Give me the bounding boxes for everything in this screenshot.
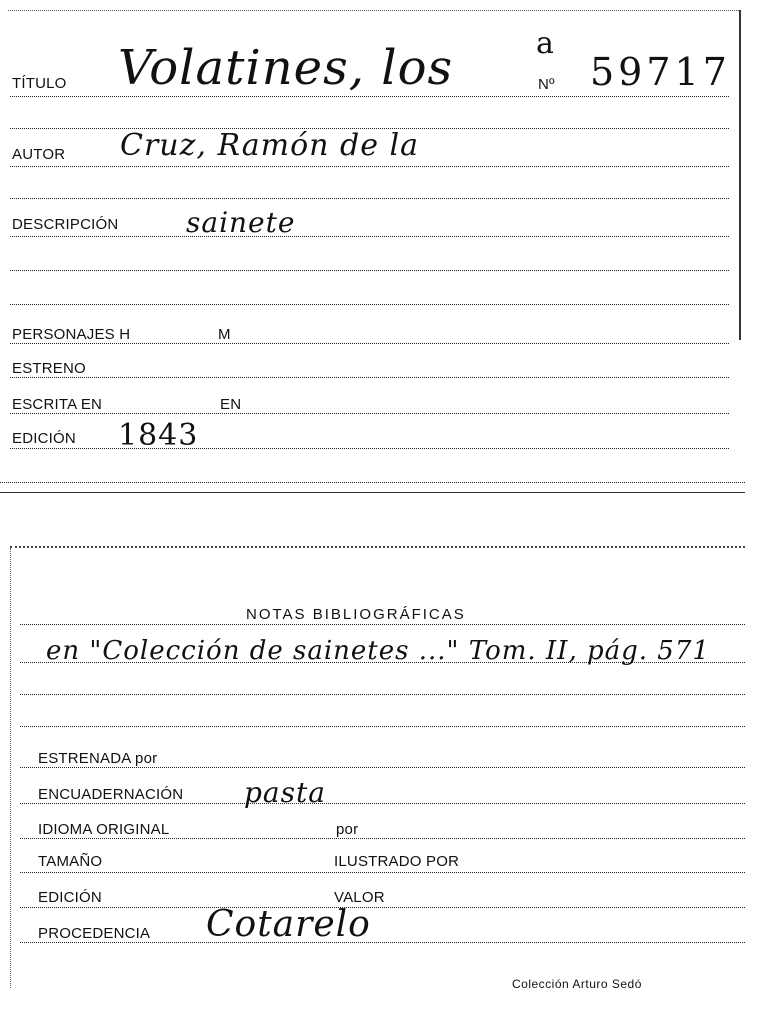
encuadernacion-line — [20, 803, 745, 804]
escrita-line — [10, 413, 729, 414]
encuadernacion-label: ENCUADERNACIÓN — [38, 786, 184, 803]
idioma-label: IDIOMA ORIGINAL — [38, 821, 170, 838]
notas-line-1: en "Colección de sainetes ..." Tom. II, pág. 571 — [46, 636, 710, 666]
catalog-card-back — [0, 540, 759, 1028]
estrenada-line — [20, 767, 745, 768]
blank-line-1 — [10, 128, 729, 129]
blank-line-4 — [10, 304, 729, 305]
edicion-value: 1843 — [118, 418, 199, 453]
card-divider — [0, 492, 745, 493]
procedencia-value: Cotarelo — [206, 904, 371, 945]
card-back-border-left — [10, 548, 11, 988]
titulo-label: TÍTULO — [12, 75, 67, 92]
autor-value: Cruz, Ramón de la — [120, 128, 419, 163]
estrenada-label: ESTRENADA por — [38, 750, 158, 767]
procedencia-line — [20, 942, 745, 943]
personajes-m-label: M — [218, 326, 231, 343]
card-border-top — [8, 10, 741, 11]
idioma-line — [20, 838, 745, 839]
en-label: EN — [220, 396, 242, 413]
procedencia-label: PROCEDENCIA — [38, 925, 151, 942]
catalog-card-front — [0, 0, 759, 492]
escrita-en-label: ESCRITA EN — [12, 396, 103, 413]
descripcion-value: sainete — [186, 206, 296, 239]
notas-line-2-rule — [20, 694, 745, 695]
card-border-right — [739, 10, 741, 340]
edicion-line — [10, 448, 729, 449]
blank-line-3 — [10, 270, 729, 271]
notas-line-1-rule — [20, 662, 745, 663]
edicion-back-label: EDICIÓN — [38, 889, 102, 906]
titulo-line — [10, 96, 729, 97]
encuadernacion-value: pasta — [244, 776, 326, 809]
notas-heading: NOTAS BIBLIOGRÁFICAS — [246, 606, 466, 623]
tamano-label: TAMAÑO — [38, 853, 103, 870]
numero-label: Nº — [538, 76, 555, 93]
edicion-label: EDICIÓN — [12, 430, 76, 447]
numero-value: 59717 — [590, 50, 731, 94]
autor-line — [10, 166, 729, 167]
estreno-label: ESTRENO — [12, 360, 86, 377]
descripcion-line — [10, 236, 729, 237]
autor-label: AUTOR — [12, 146, 66, 163]
notas-line-3-rule — [20, 726, 745, 727]
card-back-border-top — [10, 546, 745, 548]
por-label: por — [336, 821, 359, 838]
bottom-dotted-line — [0, 482, 745, 483]
ilustrado-label: ILUSTRADO POR — [334, 853, 460, 870]
edicion-back-line — [20, 907, 745, 908]
collection-footer: Colección Arturo Sedó — [512, 977, 642, 991]
estreno-line — [10, 377, 729, 378]
valor-label: VALOR — [334, 889, 385, 906]
personajes-line — [10, 343, 729, 344]
notas-heading-line — [20, 624, 745, 625]
titulo-value: Volatines, los — [118, 40, 454, 96]
numero-superscript: a — [536, 26, 555, 61]
tamano-line — [20, 872, 745, 873]
descripcion-label: DESCRIPCIÓN — [12, 216, 119, 233]
blank-line-2 — [10, 198, 729, 199]
personajes-label: PERSONAJES H — [12, 326, 131, 343]
